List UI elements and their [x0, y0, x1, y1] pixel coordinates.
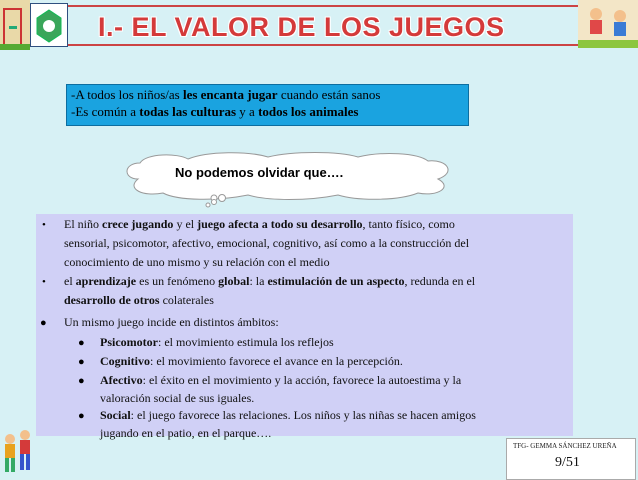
intro-line-1: -A todos los niños/as les encanta jugar cuando están sanos: [71, 87, 381, 102]
bullet-icon: ●: [40, 317, 47, 329]
thought-bubble-dots-icon: [202, 194, 228, 208]
sub-bullet-icon: ●: [78, 337, 85, 349]
bullet-2-line-2: desarrollo de otros colaterales: [64, 293, 214, 307]
children-playing-illustration-icon: [578, 0, 638, 48]
sub-bullet-icon: ●: [78, 375, 85, 387]
cloud-text: No podemos olvidar que….: [175, 165, 344, 180]
sub-bullet-social: Social: el juego favorece las relaciones. Los niños y las niñas se hacen amigos: [100, 408, 476, 422]
bullet-icon: •: [42, 276, 46, 288]
bullet-1-line-1: El niño crece jugando y el juego afecta a todo su desarrollo, tanto físico, como: [64, 217, 455, 231]
sub-bullet-afectivo-line-2: valoración social de sus iguales.: [100, 391, 255, 405]
playground-illustration-icon: [0, 0, 30, 50]
sub-bullet-icon: ●: [78, 356, 85, 368]
title-rule-top: [68, 5, 608, 7]
footer-author: TFG- GEMMA SÁNCHEZ UREÑA: [513, 442, 617, 450]
bullet-1-line-3: conocimiento de uno mismo y su relación con el medio: [64, 255, 330, 269]
sub-bullet-cognitivo: Cognitivo: el movimiento favorece el avance en la percepción.: [100, 354, 403, 368]
sub-bullet-psicomotor: Psicomotor: el movimiento estimula los reflejos: [100, 335, 334, 349]
logo: [30, 3, 68, 47]
title-rule-bottom: [68, 44, 608, 46]
bullet-2-line-1: el aprendizaje es un fenómeno global: la estimulación de un aspecto, redunda en el: [64, 274, 476, 288]
sub-bullet-afectivo: Afectivo: el éxito en el movimiento y la acción, favorece la autoestima y la: [100, 373, 462, 387]
sub-bullet-icon: ●: [78, 410, 85, 422]
bullet-1-line-2: sensorial, psicomotor, afectivo, emocional, cognitivo, así como a la construcción del: [64, 236, 470, 250]
bullet-3: Un mismo juego incide en distintos ámbitos:: [64, 315, 279, 329]
page-number: 9/51: [555, 455, 580, 470]
kids-illustration-icon: [0, 425, 36, 479]
intro-line-2: -Es común a todas las culturas y a todos los animales: [71, 104, 359, 119]
page-title: I.- EL VALOR DE LOS JUEGOS: [98, 12, 505, 42]
sub-bullet-social-line-2: jugando en el patio, en el parque….: [100, 426, 272, 440]
bullet-icon: •: [42, 219, 46, 231]
intro-box: [66, 84, 469, 126]
